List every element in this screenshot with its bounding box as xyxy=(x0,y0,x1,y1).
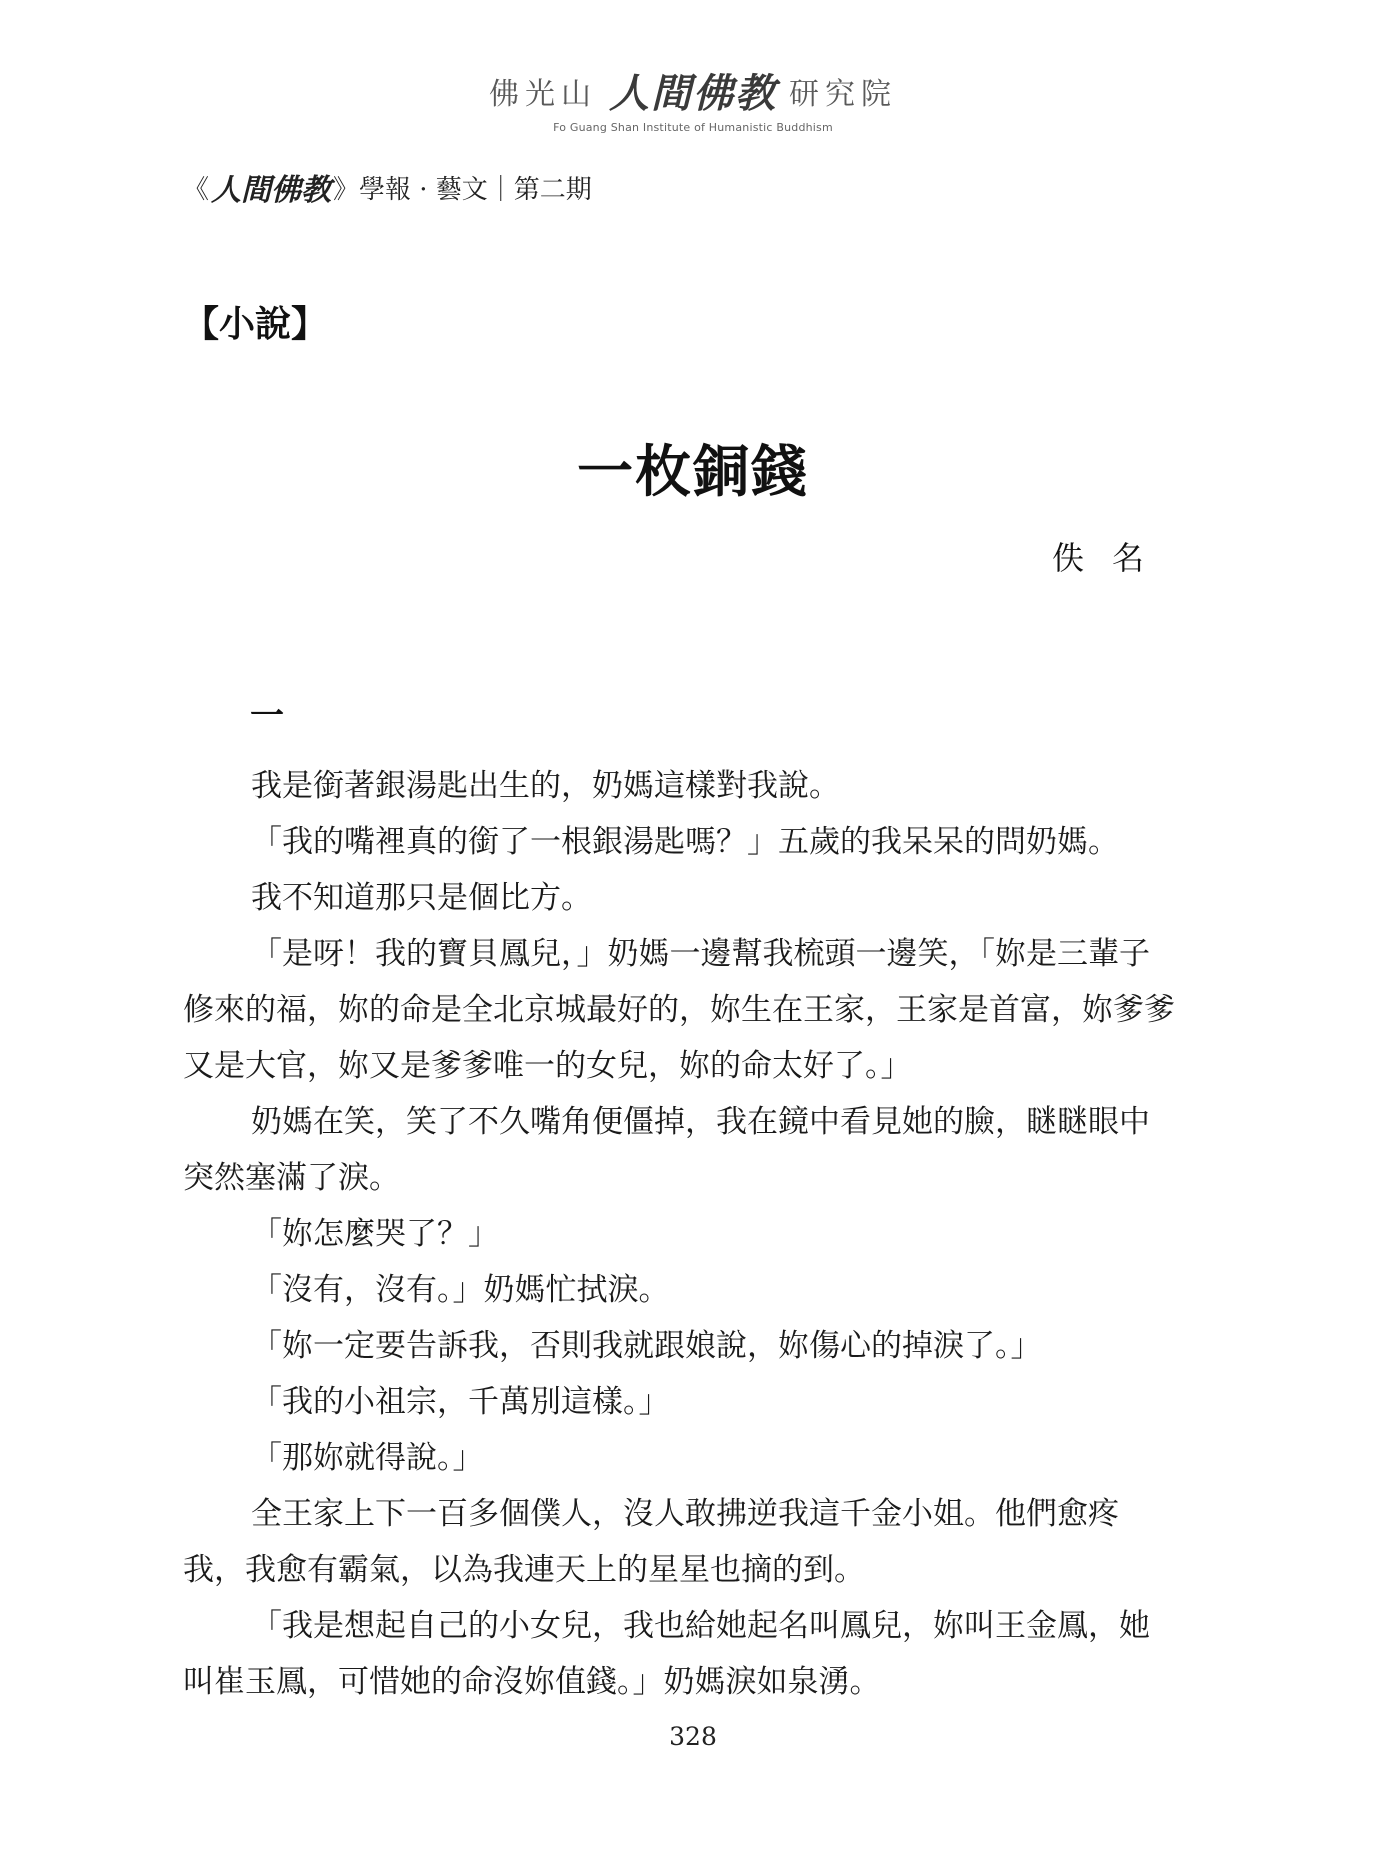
paragraph: 我是銜著銀湯匙出生的，奶媽這樣對我說。 xyxy=(251,768,840,804)
institute-suffix: 研究院 xyxy=(789,76,897,112)
article-author: 佚名 xyxy=(1051,539,1172,577)
paragraph: 「我的嘴裡真的銜了一根銀湯匙嗎？」五歲的我呆呆的問奶媽。 xyxy=(251,824,1119,860)
paragraph: 「我是想起自己的小女兒，我也給她起名叫鳳兒，妳叫王金鳳，她叫崔玉鳳，可惜她的命沒妳值錢。」奶媽淚如泉湧。 xyxy=(183,1608,1150,1700)
paragraph: 全王家上下一百多個僕人，沒人敢拂逆我這千金小姐。他們愈疼我，我愈有霸氣，以為我連天上的星星也摘的到。 xyxy=(183,1496,1119,1588)
paragraph: 「妳一定要告訴我，否則我就跟娘說，妳傷心的掉淚了。」 xyxy=(251,1328,1042,1364)
paragraph: 「我的小祖宗，千萬別這樣。」 xyxy=(251,1384,670,1420)
institute-logo: 人間佛教 xyxy=(609,70,777,117)
paragraph: 奶媽在笑，笑了不久嘴角便僵掉，我在鏡中看見她的臉，瞇瞇眼中突然塞滿了淚。 xyxy=(183,1104,1150,1196)
section-number: 一 xyxy=(250,696,284,736)
running-header-open-bracket: 《 xyxy=(183,174,210,205)
article-body xyxy=(183,758,1179,1710)
paragraph: 「妳怎麼哭了？」 xyxy=(251,1216,499,1252)
paragraph: 「是呀！我的寶貝鳳兒，」奶媽一邊幫我梳頭一邊笑，「妳是三輩子修來的福，妳的命是全北京城最好的，妳生在王家，王家是首富，妳爹爹又是大官，妳又是爹爹唯一的女兒，妳的命太好了。」 xyxy=(183,936,1175,1084)
journal-logo: 人間佛教 xyxy=(211,173,332,208)
institute-prefix: 佛光山 xyxy=(489,76,597,112)
running-header-rest: 》學報 · 藝文｜第二期 xyxy=(333,174,592,205)
page-number: 328 xyxy=(669,1722,717,1751)
institute-english-name: Fo Guang Shan Institute of Humanistic Buddhism xyxy=(553,121,833,134)
paragraph: 「沒有，沒有。」奶媽忙拭淚。 xyxy=(251,1272,670,1308)
paragraph: 我不知道那只是個比方。 xyxy=(251,880,592,916)
running-header xyxy=(183,165,592,209)
institute-name xyxy=(489,62,897,119)
institute-header xyxy=(0,62,1386,134)
article-title: 一枚銅錢 xyxy=(577,439,809,505)
paragraph: 「那妳就得說。」 xyxy=(251,1440,484,1476)
category-label: 【小說】 xyxy=(183,303,328,345)
